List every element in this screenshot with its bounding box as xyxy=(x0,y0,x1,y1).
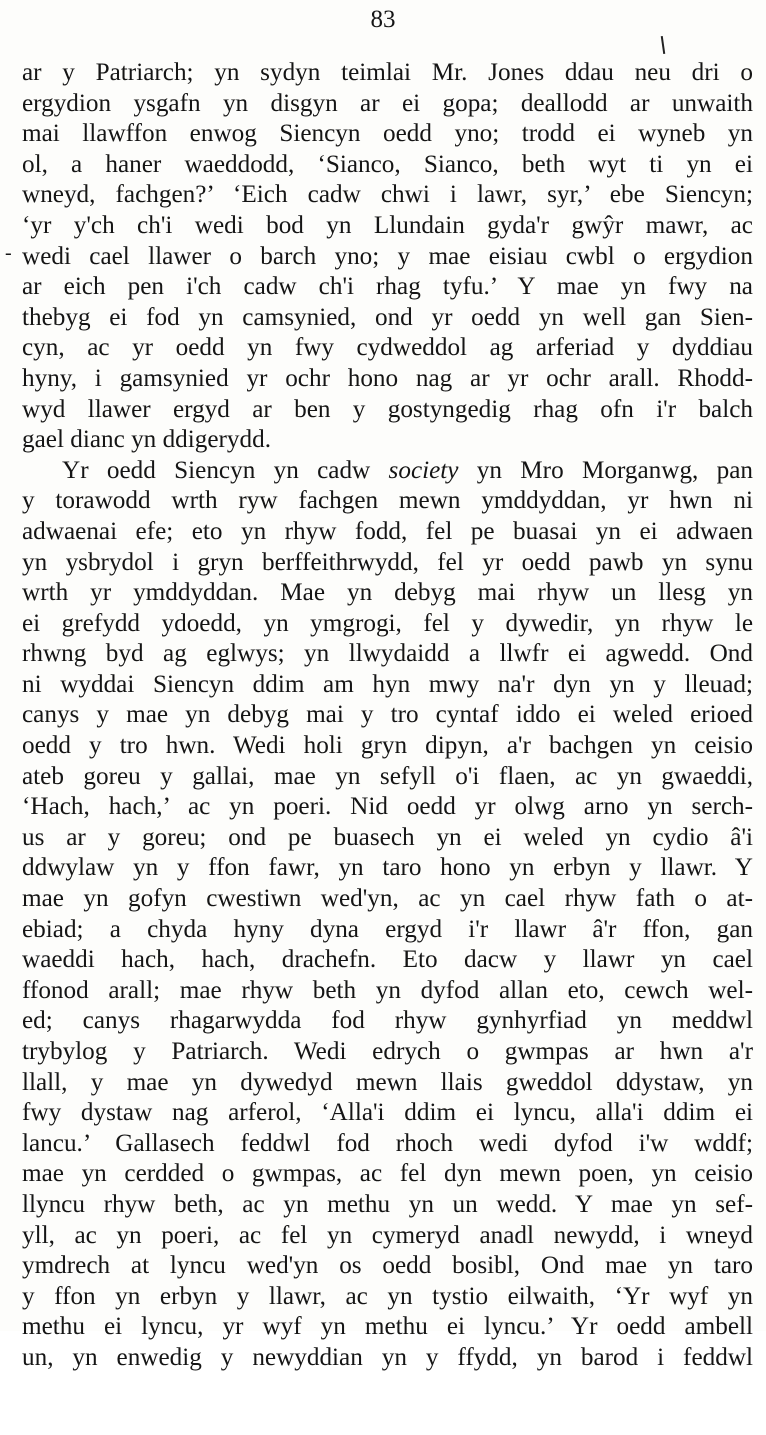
text-line: y ffon yn erbyn y llawr, ac yn tystio eilwaith, ‘Yr wyf yn xyxy=(22,1282,753,1310)
text-line: llyncu rhyw beth, ac yn methu yn un wedd. Y mae yn sef- xyxy=(22,1190,753,1218)
text-line: oedd y tro hwn. Wedi holi gryn dipyn, a'r bachgen yn ceisio xyxy=(22,732,753,760)
text-line: ol, a haner waeddodd, ‘Sianco, Sianco, beth wyt ti yn ei xyxy=(22,150,753,178)
text-line: mai llawffon enwog Siencyn oedd yno; trodd ei wyneb yn xyxy=(22,120,753,148)
text-line: mae yn cerdded o gwmpas, ac fel dyn mewn poen, yn ceisio xyxy=(22,1160,753,1188)
text-line: wedi cael llawer o barch yno; y mae eisiau cwbl o ergydion xyxy=(22,242,753,270)
text-line: ddwylaw yn y ffon fawr, yn taro hono yn erbyn y llawr. Y xyxy=(22,854,753,882)
text-line: ar eich pen i'ch cadw ch'i rhag tyfu.’ Y mae yn fwy na xyxy=(22,273,753,301)
italic-word: society xyxy=(388,456,459,484)
text-line: ymdrech at lyncu wed'yn os oedd bosibl, Ond mae yn taro xyxy=(22,1252,753,1280)
text-line xyxy=(22,1374,753,1405)
text-line: llall, y mae yn dywedyd mewn llais gweddol ddystaw, yn xyxy=(22,1068,753,1096)
text-line: canys y mae yn debyg mai y tro cyntaf iddo ei weled erioed xyxy=(22,701,753,729)
text-line: ergydion ysgafn yn disgyn ar ei gopa; deallodd ar unwaith xyxy=(22,89,753,117)
page-number: 83 xyxy=(370,6,396,33)
text-line: ni wyddai Siencyn ddim am hyn mwy na'r dyn yn y lleuad; xyxy=(22,670,753,698)
text-line: ffonod arall; mae rhyw beth yn dyfod allan eto, cewch wel- xyxy=(22,976,753,1004)
text-line: waeddi hach, hach, drachefn. Eto dacw y llawr yn cael xyxy=(22,946,753,974)
text-line: wneyd, fachgen?’ ‘Eich cadw chwi i lawr, syr,’ ebe Siencyn; xyxy=(22,181,753,209)
text-line: ar y Patriarch; yn sydyn teimlai Mr. Jones ddau neu dri o xyxy=(22,59,753,86)
text-line: ed; canys rhagarwydda fod rhyw gynhyrfiad yn meddwl xyxy=(22,1007,753,1035)
text-segment: Yr oedd Siencyn yn cadw xyxy=(62,456,371,484)
text-line: ‘Hach, hach,’ ac yn poeri. Nid oedd yr olwg arno yn serch- xyxy=(22,793,753,821)
body-text xyxy=(22,58,753,1435)
text-line: trybylog y Patriarch. Wedi edrych o gwmpas ar hwn a'r xyxy=(22,1038,753,1065)
text-line: ‘yr y'ch ch'i wedi bod yn Llundain gyda'r gwŷr mawr, ac xyxy=(22,211,753,239)
text-line: hyny, i gamsynied yr ochr hono nag ar yr ochr arall. Rhodd- xyxy=(22,364,753,392)
paragraph-first-line xyxy=(22,456,753,487)
text-line: ei grefydd ydoedd, yn ymgrogi, fel y dywedir, yn rhyw le xyxy=(22,609,753,637)
margin-dash-mark: - xyxy=(5,242,12,264)
text-line: wrth yr ymddyddan. Mae yn debyg mai rhyw un llesg yn xyxy=(22,579,753,607)
text-line: wyd llawer ergyd ar ben y gostyngedig rhag ofn i'r balch xyxy=(22,395,753,423)
text-line: ebiad; a chyda hyny dyna ergyd i'r llawr â'r ffon, gan xyxy=(22,915,753,943)
text-line: y torawodd wrth ryw fachgen mewn ymddyddan, yr hwn ni xyxy=(22,487,753,515)
text-line: thebyg ei fod yn camsynied, ond yr oedd yn well gan Sien- xyxy=(22,303,753,331)
text-line: fwy dystaw nag arferol, ‘Alla'i ddim ei lyncu, alla'i ddim ei xyxy=(22,1099,753,1127)
text-line: yll, ac yn poeri, ac fel yn cymeryd anadl newydd, i wneyd xyxy=(22,1221,753,1249)
text-line: rhwng byd ag eglwys; yn llwydaidd a llwfr ei agwedd. Ond xyxy=(22,640,753,668)
text-line: yn ysbrydol i gryn berffeithrwydd, fel yr oedd pawb yn synu xyxy=(22,548,753,576)
text-line: cyn, ac yr oedd yn fwy cydweddol ag arferiad y dyddiau xyxy=(22,334,753,362)
margin-pencil-mark xyxy=(661,36,665,54)
text-line xyxy=(22,1404,753,1435)
text-line: un, yn enwedig y newyddian yn y ffydd, yn barod i feddwl xyxy=(22,1343,753,1371)
text-line: adwaenai efe; eto yn rhyw fodd, fel pe buasai yn ei adwaen xyxy=(22,517,753,545)
text-line: methu ei lyncu, yr wyf yn methu ei lyncu.’ Yr oedd ambell xyxy=(22,1313,753,1341)
text-segment: yn Mro Morganwg, pan xyxy=(476,456,753,484)
text-line: gael dianc yn ddigerydd. xyxy=(22,426,271,454)
text-line: mae yn gofyn cwestiwn wed'yn, ac yn cael rhyw fath o at- xyxy=(22,885,753,913)
text-line: ateb goreu y gallai, mae yn sefyll o'i flaen, ac yn gwaeddi, xyxy=(22,762,753,790)
text-line: lancu.’ Gallasech feddwl fod rhoch wedi dyfod i'w wddf; xyxy=(22,1129,753,1157)
text-line: us ar y goreu; ond pe buasech yn ei weled yn cydio â'i xyxy=(22,823,753,851)
